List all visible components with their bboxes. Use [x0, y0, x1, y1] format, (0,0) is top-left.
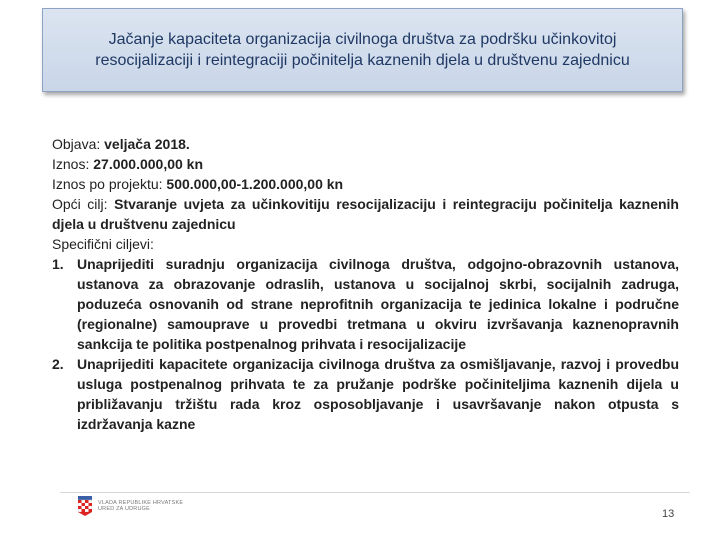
- objava-value: veljača 2018.: [104, 136, 190, 152]
- opci-cilj-value: Stvaranje uvjeta za učinkovitiju resocijalizaciju i reintegraciju počinitelja kaznenih djela u društvenu zajednicu: [52, 196, 679, 232]
- iznos-value: 27.000.000,00 kn: [93, 156, 204, 172]
- iznos-label: Iznos:: [52, 156, 94, 172]
- footer-divider: [60, 492, 690, 493]
- objava-label: Objava:: [52, 136, 105, 152]
- iznos-projekt-label: Iznos po projektu:: [52, 176, 167, 192]
- iznos-projekt-value: 500.000,00-1.200.000,00 kn: [166, 176, 344, 192]
- slide-title-box: [42, 8, 683, 92]
- specificni-ciljevi-label: Specifični ciljevi:: [52, 236, 154, 252]
- goal-number: 1.: [52, 256, 64, 272]
- logo-line-2: URED ZA UDRUGE: [98, 506, 150, 512]
- opci-cilj-line: [52, 194, 679, 234]
- logo-text: [98, 500, 183, 513]
- objava-line: [52, 134, 679, 154]
- opci-cilj-label: Opći cilj:: [52, 196, 115, 212]
- iznos-line: [52, 154, 679, 174]
- goal-item: [52, 254, 679, 354]
- logo-line-1: VLADA REPUBLIKE HRVATSKE: [98, 499, 184, 506]
- specific-goals-list: [52, 254, 679, 434]
- goal-text: Unaprijediti suradnju organizacija civilnoga društva, odgojno-obrazovnih ustanova, ustanova za obrazovanje odraslih, ustanova u socijalnoj skrbi, socijalnih zadruga, poduzeća osnovanih od strane neprofitnih organizacija te jedinica lokalne i područne (regionalne) samouprave u provedbi tretmana u okviru izvršavanja kaznenopravnih sankcija te politika postpenalnog prihvata i resocijalizacije: [77, 256, 679, 352]
- slide-title: Jačanje kapaciteta organizacija civilnoga društva za podršku učinkovitoj resocijalizaciji i reintegraciji počinitelja kaznenih djela u društvenu zajednicu: [95, 30, 630, 69]
- goal-number: 2.: [52, 356, 64, 372]
- page-number: 13: [662, 508, 675, 520]
- iznos-projekt-line: [52, 174, 679, 194]
- croatian-crest-icon: [78, 496, 92, 516]
- goal-text: Unaprijediti kapacitete organizacija civilnoga društva za osmišljavanje, razvoj i provedbu usluga postpenalnog prihvata te za pružanje podrške počiniteljima kaznenih dijela u približavanju tržištu rada kroz osposobljavanje i usavršavanje nakon otpusta s izdržavanja kazne: [77, 356, 679, 432]
- goal-item: [52, 354, 679, 434]
- government-logo: [78, 496, 183, 516]
- slide-content: [52, 134, 679, 434]
